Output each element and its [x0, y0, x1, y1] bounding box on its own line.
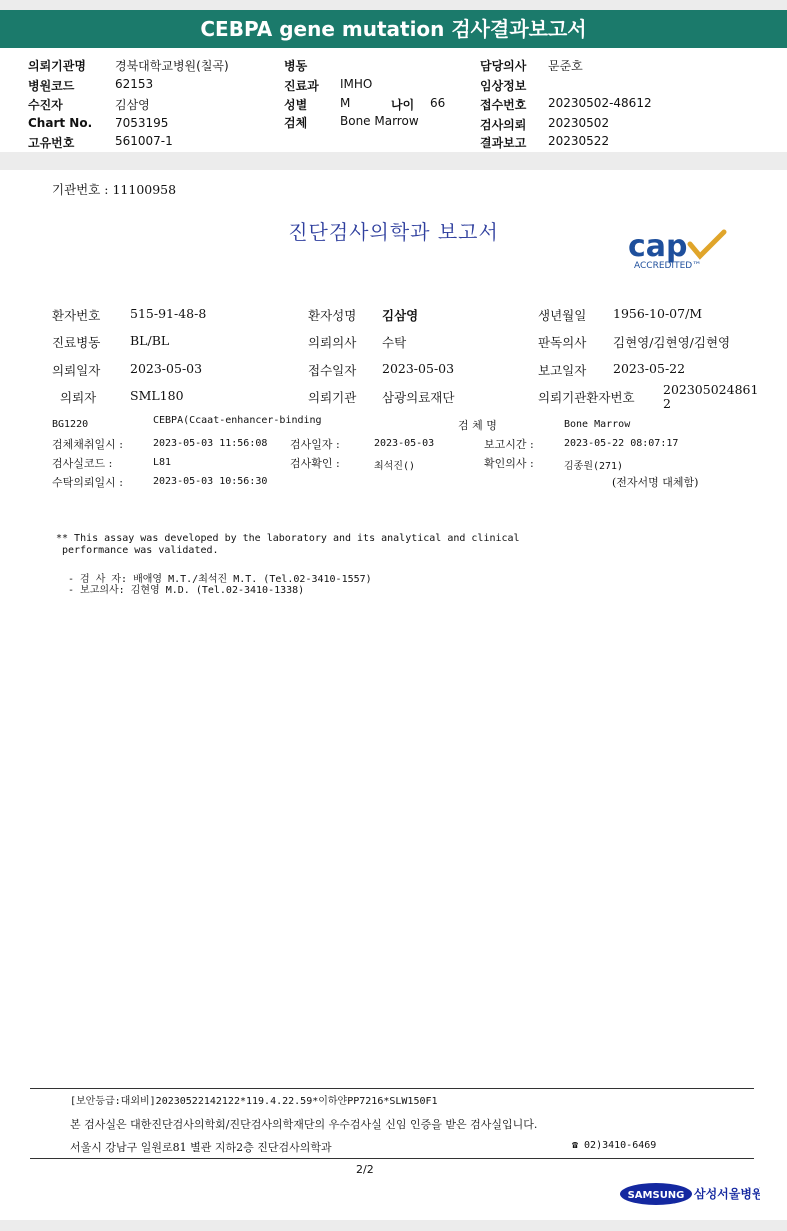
confirm-doc-value: 김종원(271)	[564, 461, 624, 472]
req-inst-label: 의뢰기관	[308, 390, 357, 405]
phone-line: ☎ 02)3410-6469	[572, 1140, 657, 1151]
cap-text: cap	[628, 229, 688, 264]
footer-bottom-rule	[30, 1158, 754, 1159]
req-date-label: 의뢰일자	[52, 363, 101, 378]
room-value: L81	[153, 457, 172, 468]
report-date-value: 20230522	[548, 134, 610, 148]
ward2-value: BL/BL	[130, 333, 170, 348]
ward-label: 병동	[284, 59, 308, 73]
req-pt-label: 의뢰기관환자번호	[538, 390, 635, 405]
patient-label: 수진자	[28, 98, 63, 112]
confirm-value: 최석진()	[374, 461, 416, 472]
specimen-label: 검체	[284, 116, 308, 130]
checkmark-icon	[690, 232, 724, 256]
hospcode-value: 62153	[115, 77, 154, 91]
exam-date-value: 2023-05-03	[374, 438, 435, 449]
req-doc-label: 의뢰의사	[308, 335, 357, 350]
confirm-doc-label: 확인의사 :	[484, 457, 534, 470]
dob-label: 생년월일	[538, 308, 587, 323]
req-inst-value: 삼광의료재단	[382, 390, 455, 405]
receipt-value: 20230502-48612	[548, 96, 652, 110]
test-name: CEBPA(Ccaat-enhancer-binding	[153, 415, 322, 426]
report-title: 진단검사의학과 보고서	[288, 220, 499, 244]
cap-accredited-logo	[628, 226, 728, 274]
requester-label: 의뢰자	[60, 390, 97, 405]
security-line: [보안등급:대외비]20230522142122*119.4.22.59*이하얀PP7216*SLW150F1	[70, 1096, 438, 1107]
report-page	[0, 170, 787, 1220]
rcv-date-label: 접수일자	[308, 363, 357, 378]
collect-label: 검체채취일시 :	[52, 438, 123, 451]
samsung-logo-icon	[620, 1180, 760, 1208]
collect-value: 2023-05-03 11:56:08	[153, 438, 268, 449]
requester-value: SML180	[130, 388, 184, 403]
ward2-label: 진료병동	[52, 335, 101, 350]
dept-label: 진료과	[284, 79, 319, 93]
staff-line-1: - 검 사 자: 배애영 M.T./최석진 M.T. (Tel.02-3410-1557)	[68, 574, 372, 585]
req-date-value: 2023-05-03	[130, 361, 203, 376]
pt-name-value: 김삼영	[382, 308, 419, 323]
age-label: 나이	[391, 98, 415, 112]
report-date-label: 결과보고	[480, 136, 527, 150]
cert-line: 본 검사실은 대한진단검사의학회/진단검사의학재단의 우수검사실 신임 인증을 받은 검사실입니다.	[70, 1118, 538, 1131]
reader-label: 판독의사	[538, 335, 587, 350]
consign-value: 2023-05-03 10:56:30	[153, 476, 268, 487]
age-value: 66	[430, 96, 446, 110]
pt-no-label: 환자번호	[52, 308, 101, 323]
hospital-label: 의뢰기관명	[28, 59, 86, 73]
samsung-hospital-text: 삼성서울병원	[694, 1187, 760, 1201]
hospital-value: 경북대학교병원(칠곡)	[115, 59, 229, 73]
institution-number: 기관번호 : 11100958	[52, 182, 177, 197]
cap-logo-icon	[628, 226, 728, 274]
confirm-label: 검사확인 :	[290, 457, 340, 470]
clinical-label: 임상정보	[480, 79, 527, 93]
chart-value: 7053195	[115, 116, 169, 130]
samsung-text: SAMSUNG	[627, 1190, 685, 1201]
assay-note-line-1: ** This assay was developed by the laboratory and its analytical and clinical	[56, 533, 520, 544]
cap-subtext: ACCREDITED™	[634, 261, 702, 271]
report-time-label: 보고시간 :	[484, 438, 534, 451]
address-line: 서울시 강남구 일원로81 별관 지하2층 진단검사의학과	[70, 1141, 332, 1154]
specimen-value: Bone Marrow	[340, 114, 419, 128]
req-pt-value-1: 202305024861	[663, 382, 759, 397]
rep-date-value: 2023-05-22	[613, 361, 686, 376]
footer-top-rule	[30, 1088, 754, 1089]
unique-label: 고유번호	[28, 136, 75, 150]
hospcode-label: 병원코드	[28, 79, 75, 93]
request-value: 20230502	[548, 116, 610, 130]
req-pt-value-2: 2	[663, 396, 671, 411]
doctor-label: 담당의사	[480, 59, 527, 73]
exam-date-label: 검사일자 :	[290, 438, 340, 451]
reader-value: 김현영/김현영/김현영	[613, 335, 731, 350]
request-label: 검사의뢰	[480, 118, 527, 132]
unique-value: 561007-1	[115, 134, 173, 148]
patient-value: 김삼영	[115, 98, 150, 112]
chart-label: Chart No.	[28, 116, 93, 130]
test-specimen-label: 검 체 명	[458, 419, 497, 432]
page-number: 2/2	[356, 1163, 374, 1176]
room-label: 검사실코드 :	[52, 457, 113, 470]
sex-value: M	[340, 96, 351, 110]
test-specimen-value: Bone Marrow	[564, 419, 631, 430]
pt-name-label: 환자성명	[308, 308, 357, 323]
report-time-value: 2023-05-22 08:07:17	[564, 438, 679, 449]
esign-note: (전자서명 대체함)	[612, 476, 699, 489]
test-code: BG1220	[52, 419, 89, 430]
consign-label: 수탁의뢰일시 :	[52, 476, 123, 489]
doctor-value: 문준호	[548, 59, 583, 73]
dob-value: 1956-10-07/M	[613, 306, 703, 321]
samsung-hospital-logo	[620, 1180, 760, 1208]
assay-note-line-2: performance was validated.	[62, 545, 219, 556]
rcv-date-value: 2023-05-03	[382, 361, 455, 376]
patient-info-panel	[0, 48, 787, 152]
rep-date-label: 보고일자	[538, 363, 587, 378]
pt-no-value: 515-91-48-8	[130, 306, 207, 321]
sex-label: 성별	[284, 98, 308, 112]
dept-value: IMHO	[340, 77, 373, 91]
staff-line-2: - 보고의사: 김현영 M.D. (Tel.02-3410-1338)	[68, 585, 305, 596]
req-doc-value: 수탁	[382, 335, 407, 350]
report-header-title: CEBPA gene mutation 검사결과보고서	[0, 10, 787, 48]
receipt-label: 접수번호	[480, 98, 527, 112]
